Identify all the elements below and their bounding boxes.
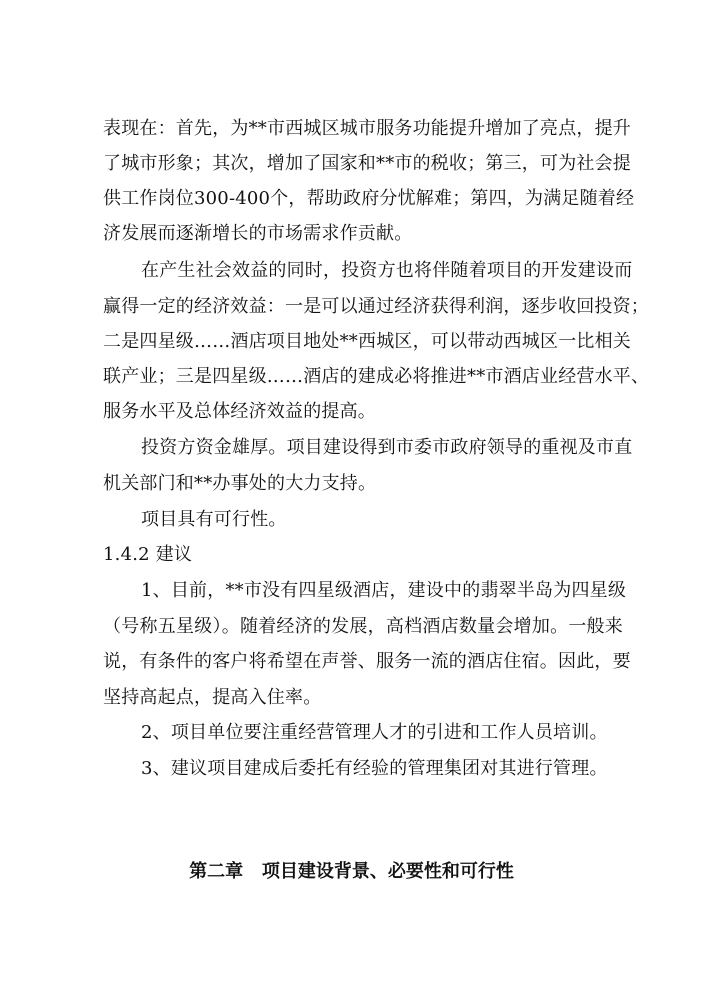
paragraph-2-line-3: 二是四星级……酒店项目地处**西城区，可以带动西城区一比相关 bbox=[103, 331, 631, 352]
paragraph-2-line-1: 在产生社会效益的同时，投资方也将伴随着项目的开发建设而 bbox=[141, 260, 633, 281]
paragraph-3-line-2: 机关部门和**办事处的大力支持。 bbox=[103, 473, 377, 494]
recommendation-3-line-1: 3、建议项目建成后委托有经验的管理集团对其进行管理。 bbox=[141, 758, 608, 779]
recommendation-1-line-3: 说，有条件的客户将希望在声誉、服务一流的酒店住宿。因此，要 bbox=[103, 651, 631, 672]
paragraph-1-line-3: 供工作岗位300-400个，帮助政府分忧解难；第四，为满足随着经 bbox=[103, 188, 635, 209]
paragraph-3-line-1: 投资方资金雄厚。项目建设得到市委市政府领导的重视及市直 bbox=[141, 437, 633, 458]
paragraph-2-line-5: 服务水平及总体经济效益的提高。 bbox=[103, 401, 376, 422]
recommendation-1-line-4: 坚持高起点，提高入住率。 bbox=[103, 687, 322, 708]
paragraph-2-line-2: 赢得一定的经济效益：一是可以通过经济获得利润，逐步收回投资； bbox=[103, 296, 649, 317]
paragraph-2-line-4: 联产业；三是四星级……酒店的建成必将推进**市酒店业经营水平、 bbox=[103, 366, 650, 387]
paragraph-1-line-4: 济发展而逐渐增长的市场需求作贡献。 bbox=[103, 223, 413, 244]
section-heading: 1.4.2 建议 bbox=[103, 544, 193, 565]
paragraph-4-line-1: 项目具有可行性。 bbox=[141, 509, 287, 530]
recommendation-1-line-1: 1、目前，**市没有四星级酒店，建设中的翡翠半岛为四星级 bbox=[141, 580, 627, 601]
recommendation-1-line-2: （号称五星级）。随着经济的发展，高档酒店数量会增加。一般来 bbox=[103, 616, 623, 637]
chapter-title: 第二章 项目建设背景、必要性和可行性 bbox=[189, 861, 514, 882]
recommendation-2-line-1: 2、项目单位要注重经营管理人才的引进和工作人员培训。 bbox=[141, 722, 608, 743]
paragraph-1-line-1: 表现在：首先，为**市西城区城市服务功能提升增加了亮点，提升 bbox=[103, 118, 631, 139]
paragraph-1-line-2: 了城市形象；其次，增加了国家和**市的税收；第三，可为社会提 bbox=[103, 153, 631, 174]
